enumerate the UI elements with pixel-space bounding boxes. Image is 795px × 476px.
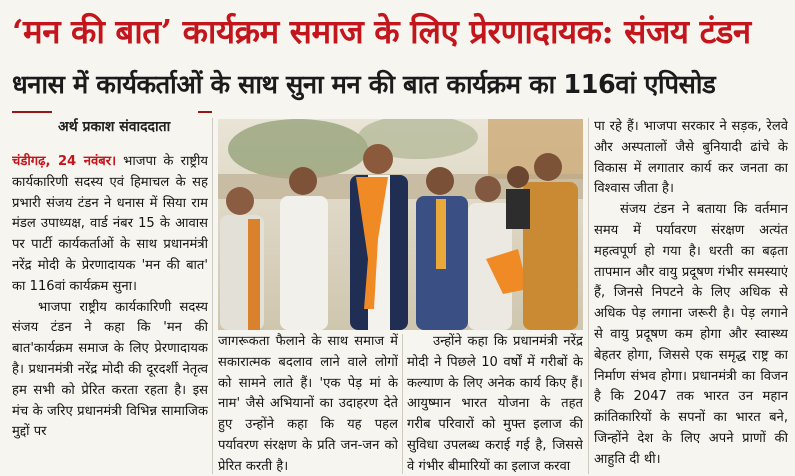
article-paragraph: संजय टंडन ने बताया कि वर्तमान समय में पर्यावरण संरक्षण अत्यंत महत्वपूर्ण हो गया है। धरती का बढ़ता तापमान और वायु प्रदूषण गंभीर समस्याएं हैं, जिनसे निपटने के लिए अधिक से अधिक पेड़ लगाना जरूरी है। पेड़ लगाने से वायु प्रदूषण कम होगा और स्वास्थ्य बेहतर होगा, जिससे एक समृद्ध राष्ट्र का निर्माण संभव होगा। प्रधानमंत्री का विजन है कि 2047 तक भारत उन महान क्रांतिकारियों के सपनों का भारत बने, जिन्होंने देश के लिए अपने प्राणों की आहुति दी थी।: [594, 202, 788, 467]
article-paragraph: उन्होंने कहा कि प्रधानमंत्री नरेंद्र मोदी ने पिछले 10 वर्षों में गरीबों के कल्याण के लिए अनेक कार्य किए हैं। आयुष्मान भारत योजना के तहत गरीब परिवारों को मुफ्त इलाज की सुविधा उपलब्ध कराई गई है, जिससे वे गंभीर बीमारियों का इलाज करवा: [407, 334, 583, 474]
paragraph-text: भाजपा के राष्ट्रीय कार्यकारिणी सदस्य एवं हिमाचल के सह प्रभारी संजय टंडन ने धनास में सिया राम मंडल उपाध्यक्ष, वार्ड नंबर 15 के आवास पर पार्टी कार्यकर्ताओं के साथ प्रधानमंत्री नरेंद्र मोदी के प्रेरणादायक 'मन की बात' का 116वां कार्यक्रम सुना।: [12, 154, 208, 294]
column-divider: [588, 118, 589, 474]
article-paragraph: पा रहे हैं। भाजपा सरकार ने सड़क, रेलवे और अस्पतालों जैसे बुनियादी ढांचे के विकास में लगातार कार्य कर जनता का विश्वास जीता है।: [594, 119, 788, 197]
article-column-1: [12, 152, 208, 474]
dateline: चंडीगढ़, 24 नवंबर।: [12, 154, 117, 169]
article-column-4: [594, 117, 788, 474]
byline: अर्थ प्रकाश संवाददाता: [58, 119, 171, 135]
subheadline: धनास में कार्यकर्ताओं के साथ सुना मन की बात कार्यक्रम का 116वां एपिसोड: [12, 70, 716, 100]
column-divider: [402, 334, 403, 474]
article-paragraph: भाजपा राष्ट्रीय कार्यकारिणी सदस्य संजय टंडन ने कहा कि 'मन की बात'कार्यक्रम समाज के लिए प्रेरणादायक है। प्रधानमंत्री नरेंद्र मोदी की दूरदर्शी नेतृत्व हम सभी को प्रेरित करता रहता है। इस मंच के जरिए प्रधानमंत्री विभिन्न सामाजिक मुद्दों पर: [12, 299, 208, 440]
article-paragraph: [12, 152, 208, 298]
event-photo-illustration: [218, 119, 583, 330]
news-photo: [218, 119, 583, 330]
headline: ‘मन की बात’ कार्यक्रम समाज के लिए प्रेरणादायक: संजय टंडन: [12, 12, 751, 51]
column-divider: [212, 118, 213, 474]
article-column-2: [218, 332, 398, 474]
article-column-3: [407, 332, 583, 474]
article-paragraph: जागरूकता फैलाने के साथ समाज में सकारात्मक बदलाव लाने वाले लोगों को सामने लाते हैं। 'एक पेड़ मां के नाम' जैसे अभियानों का उदाहरण देते हुए उन्होंने कहा कि यह पहल पर्यावरण संरक्षण के प्रति जन-जन को प्रेरित करती है।: [218, 334, 398, 474]
byline-rule-right: [198, 111, 212, 113]
byline-rule-left: [12, 111, 52, 113]
